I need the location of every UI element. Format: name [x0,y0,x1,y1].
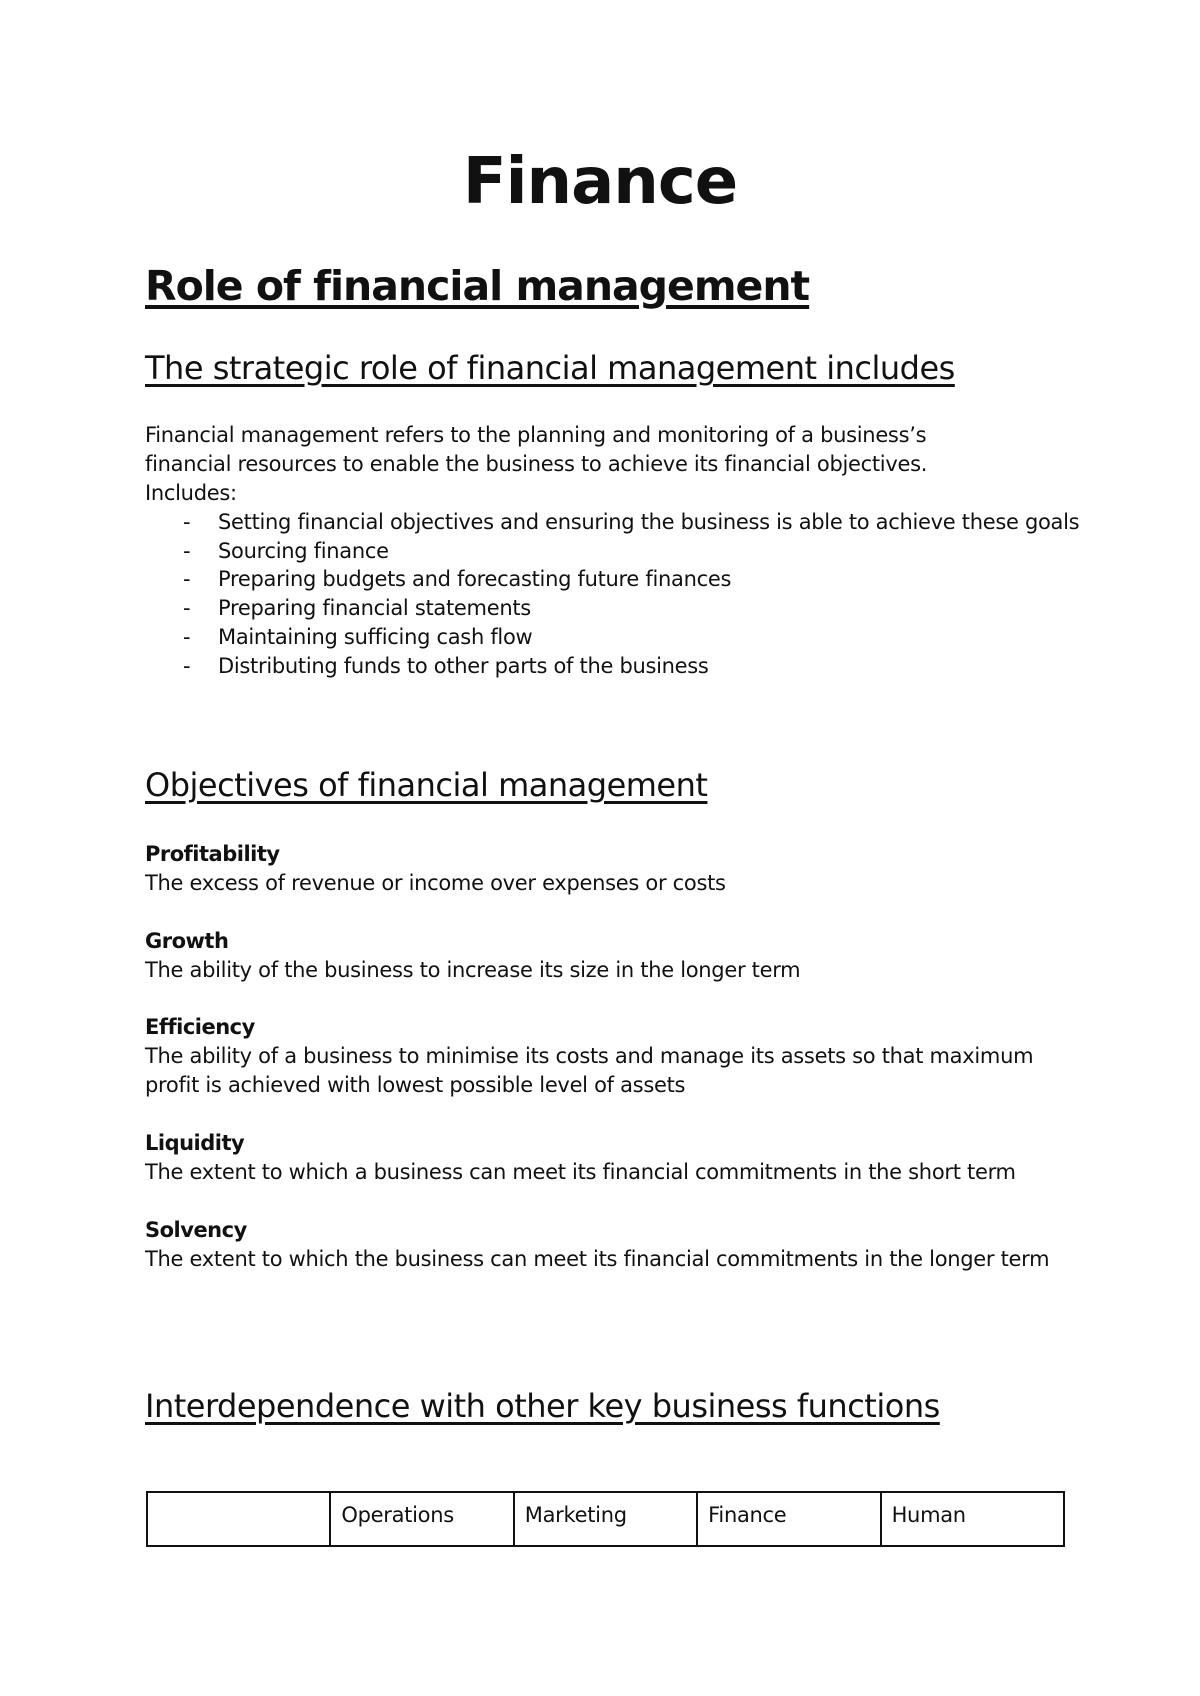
list-item-text: Preparing budgets and forecasting future finances [218,567,732,592]
list-item-text: Preparing financial statements [218,596,531,621]
objective-efficiency [145,1013,1085,1100]
list-item-text: Distributing funds to other parts of the business [218,653,709,678]
list-item [145,652,1085,681]
objective-term: Liquidity [145,1131,245,1155]
list-item [145,537,1085,566]
list-item-text: Sourcing finance [218,538,389,563]
business-functions-table [146,1491,1065,1547]
bullet-dash: - [183,596,191,621]
objective-definition: The extent to which a business can meet its financial commitments in the short term [145,1160,1016,1184]
table-cell-human: Human [881,1492,1064,1546]
list-item [145,594,1085,623]
objective-solvency [145,1216,1085,1274]
strategic-role-list [145,508,1085,680]
document-title: Finance [462,145,738,219]
table-cell-finance: Finance [697,1492,880,1546]
list-item [145,623,1085,652]
objective-profitability [145,840,1085,898]
table-cell-marketing: Marketing [514,1492,697,1546]
heading-strategic-role: The strategic role of financial management includes [145,349,955,387]
intro-line-2: financial resources to enable the business to achieve its financial objectives. [145,452,928,476]
list-item-text: Maintaining sufficing cash flow [218,624,533,649]
list-item [145,508,1085,537]
includes-label: Includes: [145,481,237,505]
list-item [145,565,1085,594]
objective-definition: The ability of the business to increase its size in the longer term [145,958,801,982]
objective-definition: The excess of revenue or income over expenses or costs [145,871,726,895]
objective-definition: The ability of a business to minimise its costs and manage its assets so that maximum profit is achieved with lowest possible level of assets [145,1044,1034,1097]
objective-term: Efficiency [145,1015,255,1039]
list-item-text: Setting financial objectives and ensuring the business is able to achieve these goals [218,510,1080,534]
bullet-dash: - [183,567,191,592]
table-row [147,1492,1064,1546]
bullet-dash: - [183,624,191,649]
objective-term: Solvency [145,1218,247,1242]
bullet-dash: - [183,653,191,678]
bullet-dash: - [183,510,191,534]
strategic-intro-paragraph [145,421,1085,508]
intro-line-1: Financial management refers to the planning and monitoring of a business’s [145,423,927,447]
objective-growth [145,927,1085,985]
objective-definition: The extent to which the business can meet its financial commitments in the longer term [145,1247,1050,1271]
table-cell-operations: Operations [330,1492,513,1546]
heading-interdependence: Interdependence with other key business functions [145,1387,940,1425]
objective-term: Profitability [145,842,280,866]
objective-liquidity [145,1129,1085,1187]
objective-term: Growth [145,929,229,953]
table-cell-empty [147,1492,330,1546]
heading-objectives: Objectives of financial management [145,766,708,804]
section-heading-role: Role of financial management [145,262,810,310]
bullet-dash: - [183,538,191,563]
